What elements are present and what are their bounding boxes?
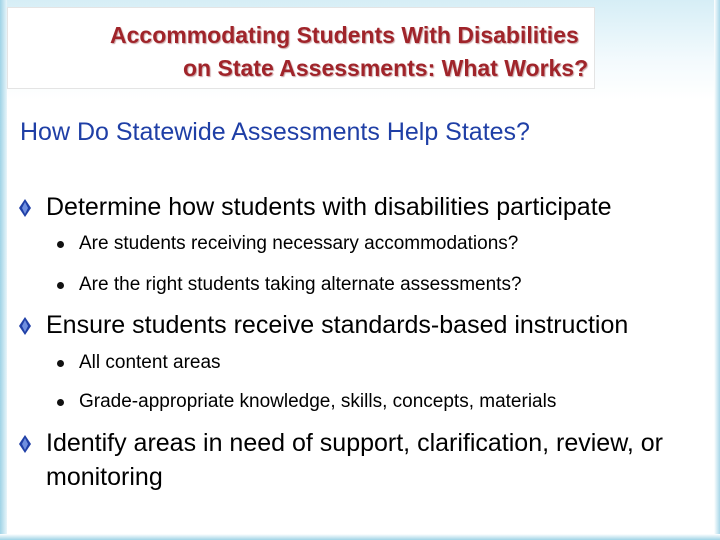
bullet-text: Identify areas in need of support, clarification, review, or monitoring [46,429,663,491]
dot-bullet-icon [57,282,64,289]
sub-bullet-text: Grade-appropriate knowledge, skills, concepts, materials [79,391,557,412]
sub-bullet-text: All content areas [79,352,221,373]
bullet-text: Ensure students receive standards-based instruction [46,311,629,339]
bullet-item [18,190,698,224]
diamond-bullet-icon [18,199,32,217]
sub-bullet-item [57,350,221,376]
dot-bullet-icon [57,241,64,248]
left-frame-bar [0,0,7,540]
diamond-bullet-icon [18,435,32,453]
bullet-text: Determine how students with disabilities participate [46,193,612,221]
bullet-item [18,308,708,342]
header-title-line-1: Accommodating Students With Disabilities [110,22,579,48]
slide-title: How Do Statewide Assessments Help States? [20,118,530,146]
sub-bullet-item [57,272,522,298]
sub-bullet-text: Are the right students taking alternate assessments? [79,274,522,295]
header-title-line-2: on State Assessments: What Works? [183,55,589,81]
bottom-frame-bar [0,534,720,540]
diamond-bullet-icon [18,317,32,335]
sub-bullet-text: Are students receiving necessary accommodations? [79,233,519,254]
sub-bullet-item [57,389,556,415]
sub-bullet-item [57,231,518,257]
bullet-item [18,426,710,494]
dot-bullet-icon [57,399,64,406]
right-frame-bar [714,0,720,540]
dot-bullet-icon [57,360,64,367]
